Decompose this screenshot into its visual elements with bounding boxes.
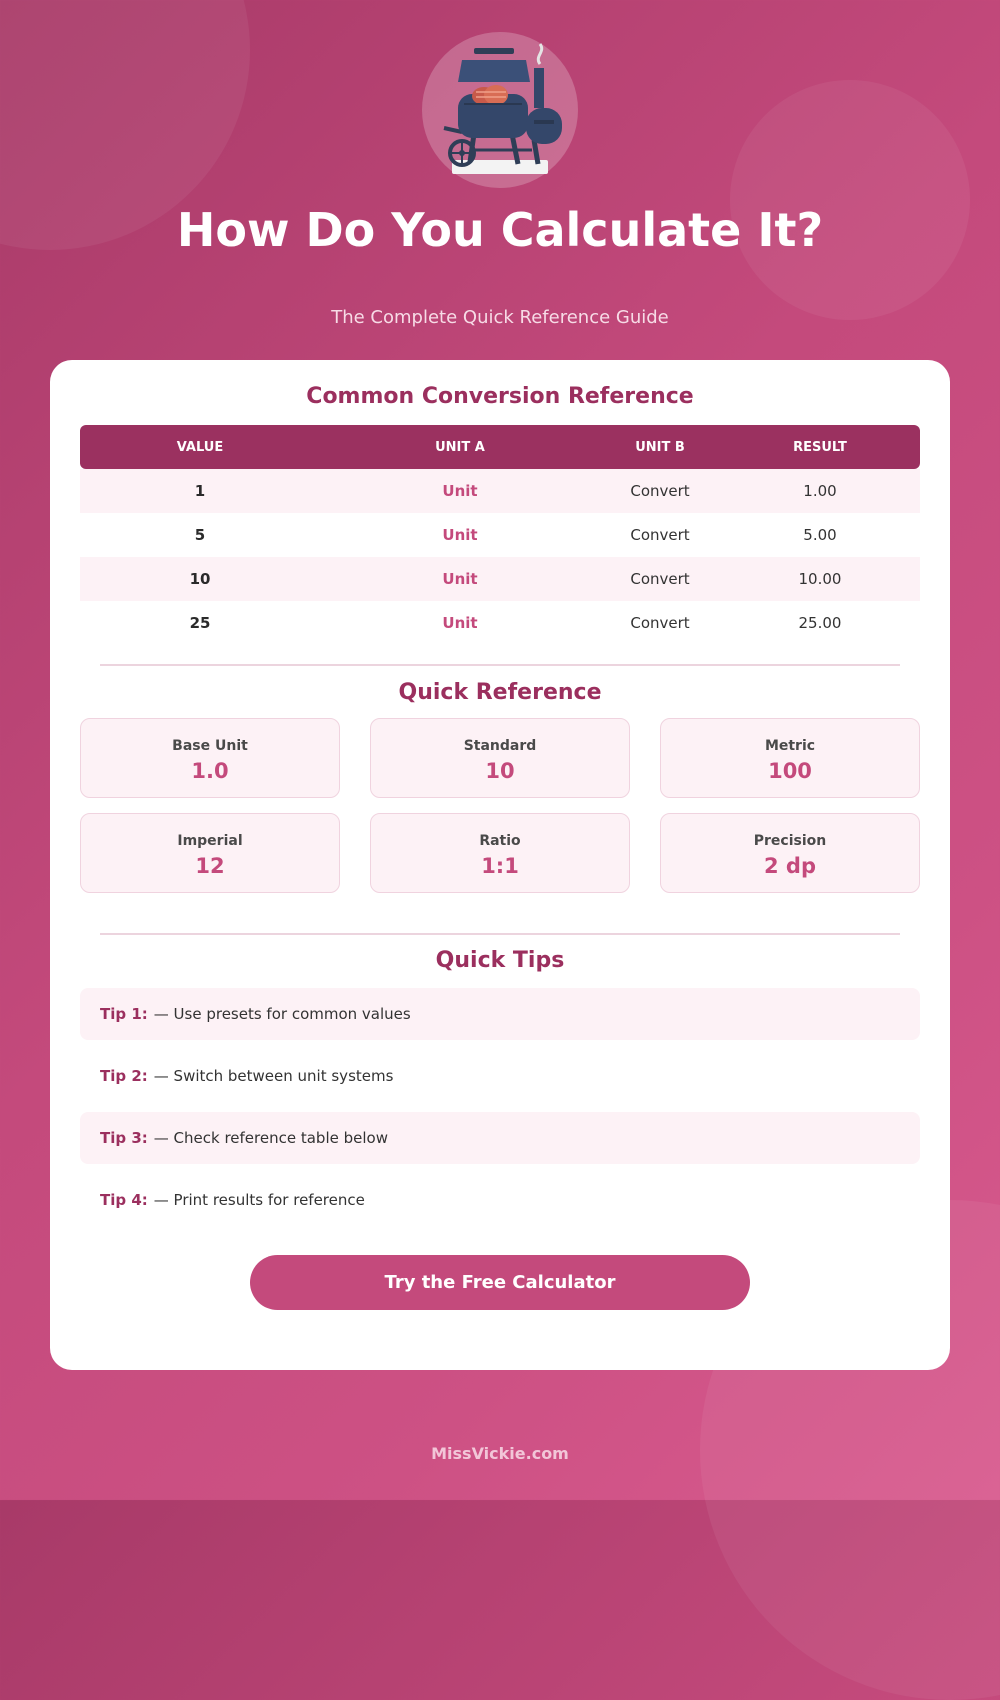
table-row: [80, 601, 920, 645]
table-cell: 5: [194, 526, 206, 544]
table-cell: 25: [189, 614, 211, 632]
table-cell: 10.00: [798, 570, 842, 588]
table-cell: Unit: [442, 570, 478, 588]
footer-site-name: MissVickie.com: [431, 1444, 569, 1463]
reference-label: Base Unit: [172, 738, 248, 754]
reference-item: [370, 718, 630, 798]
tip-item: [80, 1050, 920, 1102]
tip-text: — Use presets for common values: [153, 1005, 411, 1023]
table-cell: Unit: [442, 526, 478, 544]
reference-label: Metric: [764, 738, 816, 754]
table-header: [80, 425, 920, 469]
tip-item: [80, 1112, 920, 1164]
column-header: UNIT A: [435, 439, 485, 455]
table-cell: 25.00: [798, 614, 842, 632]
reference-value: 1.0: [191, 759, 229, 783]
tip-label: Tip 2:: [100, 1067, 148, 1085]
quick-tips-title: Quick Tips: [435, 948, 565, 973]
tip-label: Tip 1:: [100, 1005, 148, 1023]
reference-label: Standard: [463, 738, 537, 754]
table-cell: Convert: [630, 526, 690, 544]
reference-label: Precision: [753, 833, 827, 849]
quick-reference-title: Quick Reference: [398, 680, 602, 705]
page-subtitle: The Complete Quick Reference Guide: [331, 307, 669, 328]
table-row: [80, 469, 920, 513]
page-title: How Do You Calculate It?: [176, 203, 824, 257]
table-cell: Convert: [630, 570, 690, 588]
logo-badge: [422, 32, 578, 188]
column-header: VALUE: [176, 439, 224, 455]
tip-text: — Check reference table below: [153, 1129, 388, 1147]
reference-item: [660, 813, 920, 893]
reference-label: Ratio: [479, 833, 521, 849]
reference-card: [50, 360, 950, 1370]
table-cell: Convert: [630, 482, 690, 500]
try-calculator-button[interactable]: Try the Free Calculator: [250, 1255, 750, 1310]
tip-item: [80, 988, 920, 1040]
reference-item: [370, 813, 630, 893]
reference-value: 10: [485, 759, 515, 783]
reference-item: [80, 718, 340, 798]
tips-list: [80, 988, 920, 1236]
tip-label: Tip 4:: [100, 1191, 148, 1209]
table-cell: 1.00: [803, 482, 837, 500]
conversion-title: Common Conversion Reference: [306, 384, 694, 409]
reference-value: 1:1: [481, 854, 519, 878]
table-row: [80, 557, 920, 601]
table-cell: Convert: [630, 614, 690, 632]
tip-text: — Print results for reference: [153, 1191, 365, 1209]
table-row: [80, 513, 920, 557]
section-divider: [100, 933, 900, 935]
smoker-grill-icon: [422, 32, 578, 188]
tip-text: — Switch between unit systems: [153, 1067, 394, 1085]
column-header: UNIT B: [635, 439, 685, 455]
column-header: RESULT: [793, 439, 847, 455]
reference-item: [80, 813, 340, 893]
tip-label: Tip 3:: [100, 1129, 148, 1147]
section-divider: [100, 664, 900, 666]
table-cell: Unit: [442, 614, 478, 632]
reference-value: 2 dp: [764, 854, 816, 878]
table-cell: 5.00: [803, 526, 837, 544]
reference-item: [660, 718, 920, 798]
reference-value: 100: [768, 759, 812, 783]
reference-label: Imperial: [177, 833, 243, 849]
reference-value: 12: [195, 854, 225, 878]
conversion-table: [80, 425, 920, 645]
table-cell: 1: [194, 482, 206, 500]
tip-item: [80, 1174, 920, 1226]
table-cell: 10: [189, 570, 211, 588]
table-cell: Unit: [442, 482, 478, 500]
